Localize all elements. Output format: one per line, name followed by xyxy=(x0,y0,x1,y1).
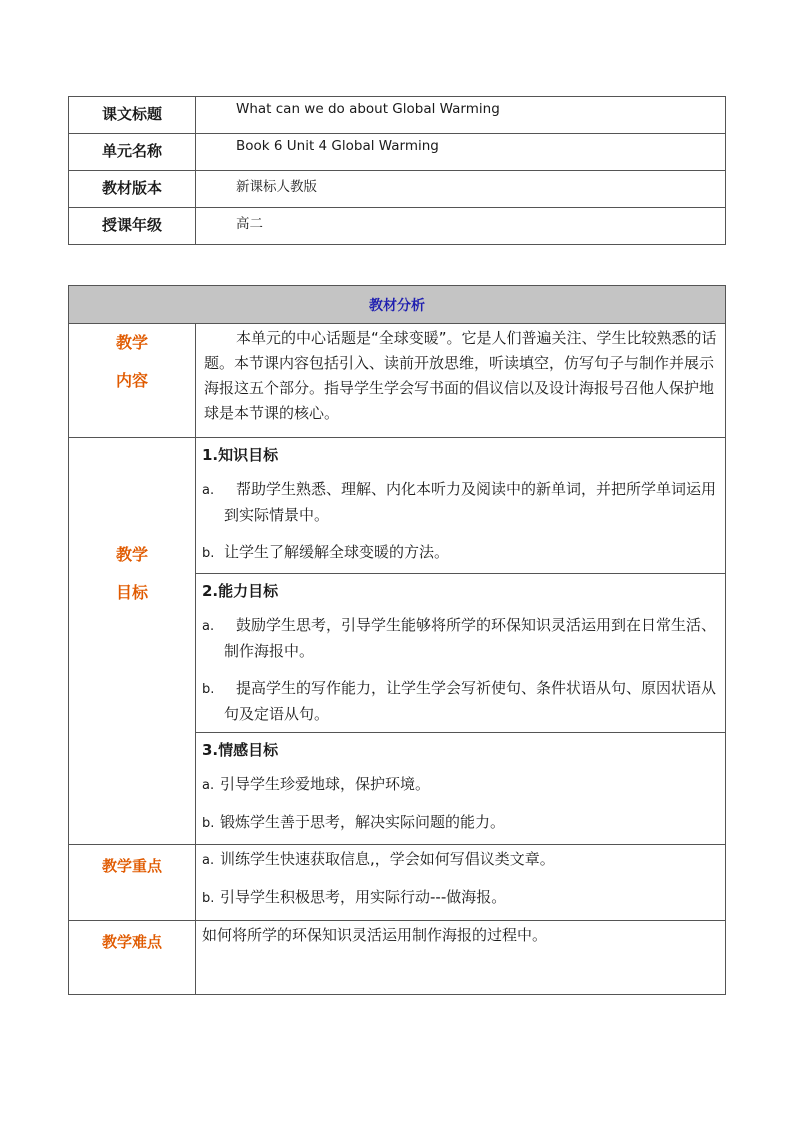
item-text: 让学生了解缓解全球变暖的方法。 xyxy=(224,543,450,561)
key-points-row xyxy=(69,845,726,921)
info-row-grade xyxy=(69,208,726,245)
content-text: 本单元的中心话题是“全球变暖”。它是人们普遍关注、学生比较熟悉的话题。本节课内容包括引入、读前开放思维，听读填空，仿写句子与制作并展示海报这五个部分。指导学生学会写书面的倡议信以及设计海报号召他人保护地球是本节课的核心。 xyxy=(204,329,717,422)
list-item xyxy=(196,477,725,528)
item-text: 提高学生的写作能力，让学生学会写祈使句、条件状语从句、原因状语从句及定语从句。 xyxy=(224,679,717,723)
analysis-table xyxy=(68,285,726,995)
info-label: 单元名称 xyxy=(69,134,196,171)
item-text: 引导学生珍爱地球，保护环境。 xyxy=(220,775,431,793)
item-marker: a. xyxy=(202,778,215,793)
goals-label xyxy=(69,438,196,845)
difficulties-cell xyxy=(196,921,726,995)
emotion-cell xyxy=(196,733,726,845)
difficulties-text: 如何将所学的环保知识灵活运用制作海报的过程中。 xyxy=(202,926,548,944)
difficulties-label-text: 教学难点 xyxy=(101,933,162,951)
list-item xyxy=(196,676,725,727)
content-label xyxy=(69,324,196,438)
info-row-title xyxy=(69,97,726,134)
difficulties-label xyxy=(69,921,196,995)
item-text: 训练学生快速获取信息,，学会如何写倡议类文章。 xyxy=(220,850,555,868)
ability-cell xyxy=(196,574,726,733)
content-cell xyxy=(196,324,726,438)
analysis-header: 教材分析 xyxy=(69,286,726,324)
list-item xyxy=(196,613,725,664)
ability-title: 2.能力目标 xyxy=(202,582,279,600)
knowledge-cell xyxy=(196,438,726,574)
list-item xyxy=(202,885,725,911)
key-points-cell xyxy=(196,845,726,921)
info-value: 高二 xyxy=(196,208,726,245)
list-item xyxy=(202,772,725,798)
key-points-label-text: 教学重点 xyxy=(101,857,162,875)
goals-label-line2: 目标 xyxy=(115,583,148,602)
item-text: 帮助学生熟悉、理解、内化本听力及阅读中的新单词，并把所学单词运用到实际情景中。 xyxy=(224,480,717,524)
info-label: 教材版本 xyxy=(69,171,196,208)
item-marker: b. xyxy=(202,546,215,561)
info-value: Book 6 Unit 4 Global Warming xyxy=(196,134,726,171)
analysis-header-row xyxy=(69,286,726,324)
info-row-edition xyxy=(69,171,726,208)
info-label: 课文标题 xyxy=(69,97,196,134)
key-points-label xyxy=(69,845,196,921)
content-label-line1: 教学 xyxy=(115,333,148,352)
item-text: 鼓励学生思考，引导学生能够将所学的环保知识灵活运用到在日常生活、制作海报中。 xyxy=(224,616,717,660)
item-marker: b. xyxy=(202,816,215,831)
item-marker: a. xyxy=(202,619,215,634)
item-marker: b. xyxy=(202,891,215,906)
list-item xyxy=(202,847,725,873)
item-marker: a. xyxy=(202,483,215,498)
difficulties-row xyxy=(69,921,726,995)
info-table xyxy=(68,96,726,245)
info-row-unit xyxy=(69,134,726,171)
list-item xyxy=(196,540,725,566)
list-item xyxy=(202,810,725,836)
goals-label-line1: 教学 xyxy=(115,545,148,564)
info-value: 新课标人教版 xyxy=(196,171,726,208)
item-marker: b. xyxy=(202,682,215,697)
goals-knowledge-row xyxy=(69,438,726,574)
knowledge-title: 1.知识目标 xyxy=(202,446,279,464)
content-row xyxy=(69,324,726,438)
info-value: What can we do about Global Warming xyxy=(196,97,726,134)
info-label: 授课年级 xyxy=(69,208,196,245)
content-label-line2: 内容 xyxy=(115,371,148,390)
emotion-title: 3.情感目标 xyxy=(202,741,279,759)
item-text: 引导学生积极思考，用实际行动---做海报。 xyxy=(220,888,507,906)
item-marker: a. xyxy=(202,853,215,868)
item-text: 锻炼学生善于思考，解决实际问题的能力。 xyxy=(220,813,506,831)
